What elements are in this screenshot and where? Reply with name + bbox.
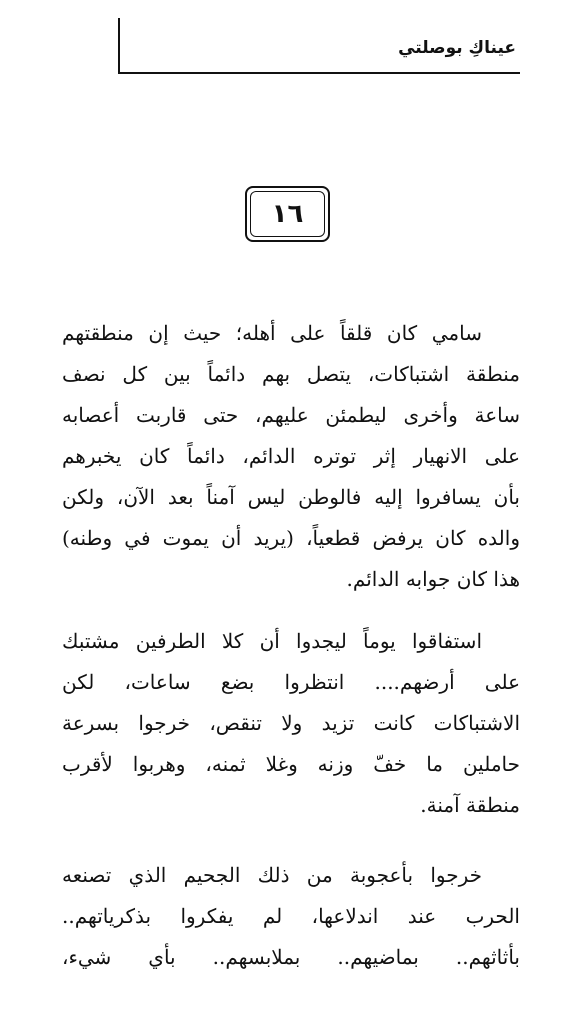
text-line: استفاقوا يوماً ليجدوا أن كلا الطرفين مشتبك (62, 629, 482, 653)
text-line: على الانهيار إثر توتره الدائم، دائماً كان يخبرهم (62, 444, 520, 468)
text-line: حاملين ما خفّ وزنه وغلا ثمنه، وهربوا لأقرب (62, 752, 520, 776)
text-line: ساعة وأخرى ليطمئن عليهم، حتى قاربت أعصابه (62, 403, 520, 427)
paragraph-3 (62, 855, 520, 978)
text-line: خرجوا بأعجوبة من ذلك الجحيم الذي تصنعه (62, 863, 482, 887)
text-line: والده كان يرفض قطعياً، (يريد أن يموت في وطنه) (62, 526, 520, 550)
chapter-number: ١٦ (271, 199, 304, 229)
chapter-number-frame (245, 186, 330, 242)
paragraph-2 (62, 621, 520, 826)
text-line: على أرضهم.... انتظروا بضع ساعات، لكن (62, 670, 520, 694)
text-line: الحرب عند اندلاعها، لم يفكروا بذكرياتهم.. (62, 904, 520, 928)
text-line: الاشتباكات كانت تزيد ولا تنقص، خرجوا بسرعة (62, 711, 520, 735)
chapter-number-inner-frame (250, 191, 325, 237)
text-line: منطقة اشتباكات، يتصل بهم دائماً بين كل نصف (62, 362, 520, 386)
text-line: بأثاثهم.. بماضيهم.. بملابسهم.. بأي شيء، (62, 945, 520, 969)
text-line: هذا كان جوابه الدائم. (346, 567, 520, 591)
text-line: منطقة آمنة. (420, 793, 520, 817)
running-header (118, 18, 520, 74)
book-title: عيناكِ بوصلتي (398, 38, 516, 58)
paragraph-1 (62, 313, 520, 600)
text-line: بأن يسافروا إليه فالوطن ليس آمناً بعد الآن، ولكن (62, 485, 520, 509)
text-line: سامي كان قلقاً على أهله؛ حيث إن منطقتهم (62, 321, 482, 345)
